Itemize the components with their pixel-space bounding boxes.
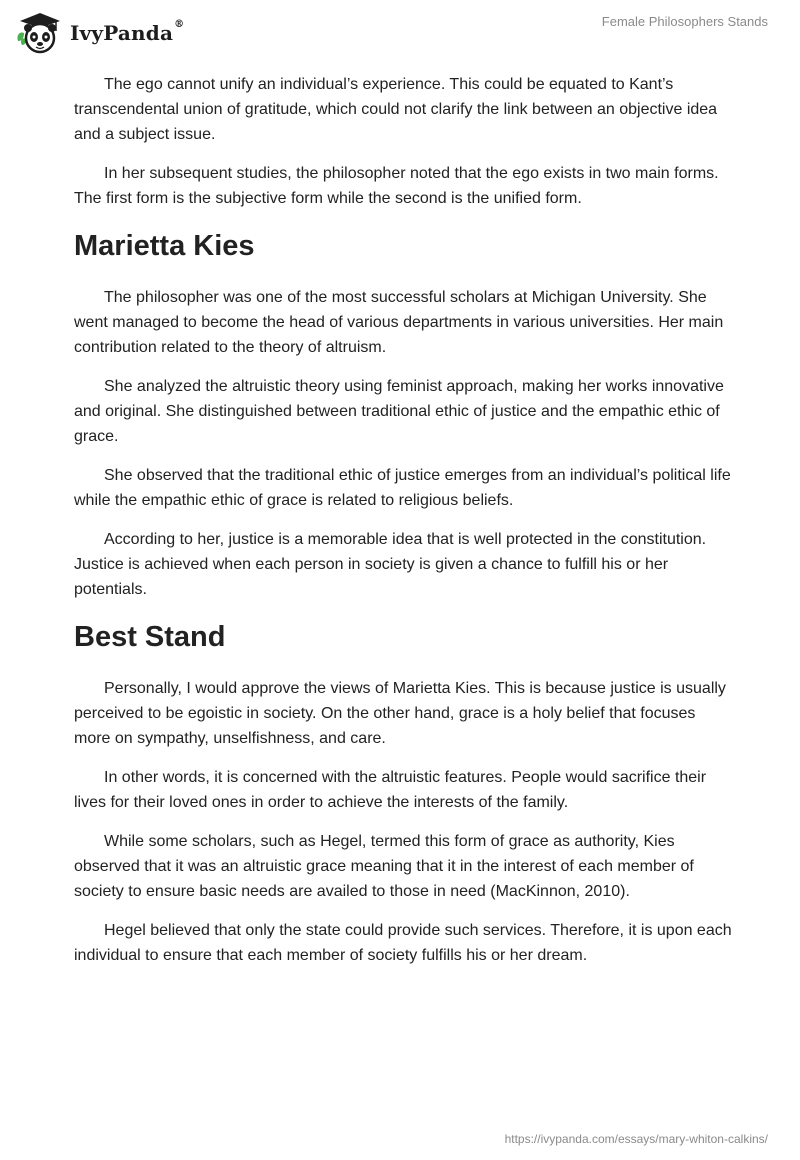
paragraph: According to her, justice is a memorable idea that is well protected in the constitution. Justice is achieved when each person in society is given a chance to fulfill his or her potentials. [74, 531, 707, 598]
section-heading-best-stand: Best Stand [74, 621, 226, 653]
paragraph: She analyzed the altruistic theory using feminist approach, making her works innovative and original. She distinguished between traditional ethic of justice and the empathic ethic of grace. [74, 378, 724, 445]
paragraph: While some scholars, such as Hegel, termed this form of grace as authority, Kies observed that it was an altruistic grace meaning that it in the interest of each member of society to ensure basic needs are availed to those in need (MacKinnon, 2010). [74, 833, 694, 900]
paragraph: In other words, it is concerned with the altruistic features. People would sacrifice their lives for their loved ones in order to achieve the interests of the family. [74, 769, 707, 811]
paragraph: Personally, I would approve the views of Marietta Kies. This is because justice is usually perceived to be egoistic in society. On the other hand, grace is a holy belief that focuses more on sympathy, unselfishness, and care. [74, 680, 726, 747]
paragraph: Hegel believed that only the state could provide such services. Therefore, it is upon each individual to ensure that each member of society fulfills his or her dream. [74, 922, 732, 964]
document-title: Female Philosophers Stands [601, 14, 768, 29]
ivypanda-logo[interactable] [14, 8, 184, 58]
paragraph: She observed that the traditional ethic of justice emerges from an individual’s political life while the empathic ethic of grace is related to religious beliefs. [74, 467, 731, 509]
essay-content [74, 72, 734, 982]
source-url-link[interactable]: https://ivypanda.com/essays/mary-whiton-calkins/ [504, 1132, 768, 1146]
paragraph: The philosopher was one of the most successful scholars at Michigan University. She went managed to become the head of various departments in various universities. Her main contribution related to the theory of altruism. [74, 289, 724, 356]
paragraph: The ego cannot unify an individual’s experience. This could be equated to Kant’s transcendental union of gratitude, which could not clarify the link between an objective idea and a subject issue. [74, 76, 718, 143]
panda-logo-icon [14, 11, 64, 55]
logo-text: IvyPanda® [70, 19, 185, 45]
page-header [0, 0, 800, 64]
section-heading-marietta-kies: Marietta Kies [74, 230, 255, 262]
paragraph: In her subsequent studies, the philosopher noted that the ego exists in two main forms. The first form is the subjective form while the second is the unified form. [74, 165, 719, 207]
